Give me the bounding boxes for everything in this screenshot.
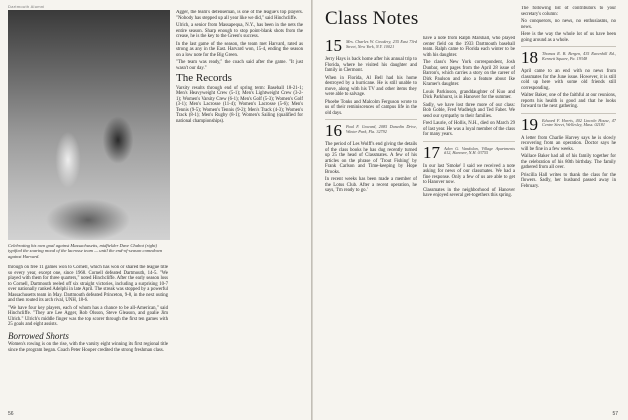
paragraph: have a note from Ralph Marshall, who played center field on the 1933 Dartmouth baseball team. Ralph came to Florida each winter to be with his daughter. <box>423 36 515 58</box>
paragraph: Here is the way the whole lot of us have been going around as a whole. <box>521 32 616 43</box>
paragraph: Sadly, we have lost three more of our class: Bob Goble, Fred Wadleigh and Ted Faber. We send our sympathy to their families. <box>423 102 515 119</box>
class-secretary: Aden G. Vandolan, Village Apartments #12, Hanover, N.H. 03755 <box>444 145 515 156</box>
class-entry-head <box>325 123 417 139</box>
right-column-1 <box>325 36 417 411</box>
paragraph: No conquerors, no news, no enthusiasms, no news. <box>521 19 616 30</box>
paragraph: "The team was ready," the coach said after the game. "It just wasn't our day." <box>176 60 303 71</box>
class-secretary: Thomas R. B. Bergen, 435 Ravenhill Rd., Kennett Square, Pa. 19348 <box>542 51 616 61</box>
class-number: 15 <box>325 36 342 55</box>
paragraph: A letter from Charlie Harvey says he is slowly recovering from an operation. Doctor says he will be fine in a few weeks. <box>521 135 616 152</box>
class-number: 16 <box>325 121 342 140</box>
class-secretary: Edward F. Harris, 402 Lincoln House, 47 Centre Street, Wellesley, Mass. 02181 <box>542 117 616 128</box>
left-column-2 <box>176 10 303 410</box>
paragraph: In our last 'Smoke' I said we received a note asking for news of our classmates. We had a fine response. Only a few of us are able to get to Hanover now. <box>423 163 515 185</box>
divider <box>325 119 417 120</box>
class-number: 19 <box>521 114 538 134</box>
paragraph: Jerry Hays is back home after his annual trip to Florida, where he visited his daughter and family in Clermont. <box>325 57 417 73</box>
left-column-1 <box>8 265 168 413</box>
photo-caption: Celebrating his own goal against Massachusetts, midfielder Dave Chabot (right) typified the soaring mood of the lacrosse team — until the end-of-season comedown against Harvard. <box>8 243 163 259</box>
class-entry-head <box>423 142 515 162</box>
paragraph: Walter Baker, one of the faithful at our reunions, reports his health is good and that he looks forward to the next gathering. <box>521 93 616 109</box>
lacrosse-photo <box>8 10 170 240</box>
paragraph: In recent weeks has been made a member of the Lotus Club. After a recent operation, he says, 'I'm ready to go.' <box>325 177 417 193</box>
paragraph: When in Florida, Al Bell had his home destroyed by a hurricane. He is still unable to move, along with his TV and other items they were able to salvage. <box>325 75 417 97</box>
class-number: 17 <box>423 142 440 162</box>
divider <box>423 141 515 142</box>
paragraph: April came to an end with no news from classmates for the June issue. However, it is still cold up here with some old friends still corresponding. <box>521 69 616 91</box>
paragraph: The class's New York correspondent, Josh Dunbar, sent pages from the April 28 issue of Barron's, which carries a story on the career of Dirk Paulson and also a feature about Ike Kramer's daughter. <box>423 60 515 87</box>
paragraph: Varsity results through end of spring term: Baseball 18-21-1; Men's Heavyweight Crew (5-1); Men's Lightweight Crew (3-2-1); Women's Varsity Crew (6-1); Men's Golf (5-3); Women's Golf (3-1); Men's Lacrosse (11-4); Women's Lacrosse (5-6); Men's Tennis (9-5); Women's Tennis (9-2); Men's Track (4-3); Women's Track (8-1); Men's Rugby (8-1); Women's Sailing (qualified for national championships). <box>176 85 303 124</box>
paragraph: Priscilla Hall writes to thank the class for the flowers. Sadly, her husband passed away in February. <box>521 172 616 189</box>
paragraph: Wallace Baker had all of his family together for the celebration of his 80th birthday. The family gathered from all over. <box>521 154 616 170</box>
paragraph: Women's rowing is on the rise, with the varsity eight winning its first regional title since the program began. Coach Peter Hooper credited the strong freshman class. <box>8 342 168 353</box>
paragraph: The period of Les Wolff's end giving the details of the class books he has dug recently turned up 25 the head of Classmates. A few of his articles on the phrase of 'Trout Fishing' by Frank Carlson and Time-keeping by Hope Brooks. <box>325 142 417 175</box>
right-column-2 <box>423 36 515 411</box>
paragraph: Louis Parkinson, granddaughter of Kuo and Dick Parkhurst, is in Hanover for the summer. <box>423 89 515 100</box>
paragraph: In the last game of the season, the team met Harvard, rated as strong as any in the East. Harvard won, 15-4, ending the season on a low note for the Big Green. <box>176 41 303 58</box>
running-head: Dartmouth Alumni <box>8 4 45 9</box>
divider <box>521 113 616 114</box>
paragraph: Phoebe Tonks and Malcolm Ferguson wrote to us of their reminiscences of campus life in the old days. <box>325 99 417 116</box>
class-secretary: Paul F. Goward, 2085 Dunedin Drive, Winter Park, Fla. 32792 <box>346 124 417 134</box>
section-head-records: The Records <box>176 72 232 84</box>
paragraph: Agger, the team's defenseman, is one of the league's top players. "Nobody has stepped up all year like we did," said Hinchcliffe. <box>176 10 303 21</box>
class-entry-head <box>325 38 417 54</box>
paragraph: The following list of contributors to your secretary's column: <box>521 6 616 17</box>
paragraph: through on free 11 games won to Cornell, which has won or shared the league title so every year, except one, since 1968. Cornell defeated Dartmouth, 14-5. "We played with them for three quarters," noted Hinchcliffe. After the early season loss to Cornell, Dartmouth reeled off six straight victories, including a surprising 10-7 over nationally ranked Adelphi in late April. The streak was stopped by a powerful Massachusetts team in May. Dartmouth defeated Princeton, 9-8, in the next outing and then routed its arch rival, UNH, 18-6. <box>8 265 168 303</box>
left-page <box>0 0 311 420</box>
paragraph: Fred Laurie, of Hollis, N.H., died on March 29 of last year. He was a loyal member of the class for many years. <box>423 121 515 137</box>
class-number: 18 <box>521 48 538 67</box>
right-column-3 <box>521 6 616 411</box>
page-number: 57 <box>612 411 618 417</box>
page-number: 56 <box>8 411 14 417</box>
class-entry-head <box>521 50 616 66</box>
class-notes-title: Class Notes <box>325 8 419 29</box>
class-secretary: Mrs. Charles W. Cowdery, 235 East 73rd Street, New York, N.Y. 10021 <box>346 39 417 49</box>
class-entry-head <box>521 114 616 134</box>
subhead-borrowed-shorts: Borrowed Shorts <box>8 330 69 341</box>
paragraph: Ulrich, a senior from Massapequa, N.Y., has been in the nets the entire season. Sharp enough to stop point-blank shots from the crease, he is the key to the Green's success. <box>176 23 303 39</box>
right-page <box>313 0 628 420</box>
paragraph: "We have four key players, each of whom has a chance to be all-American," said Hinchcliffe. "They are Lee Agger, Rob Olsson, Steve Gleason, and goalie Jim Ulrich." Ulrich's middle finger was the top scorer through the first ten games with 25 goals and eight assists. <box>8 305 168 327</box>
divider <box>521 46 616 47</box>
paragraph: Classmates in the neighborhood of Hanover have enjoyed several get-togethers this spring. <box>423 187 515 198</box>
